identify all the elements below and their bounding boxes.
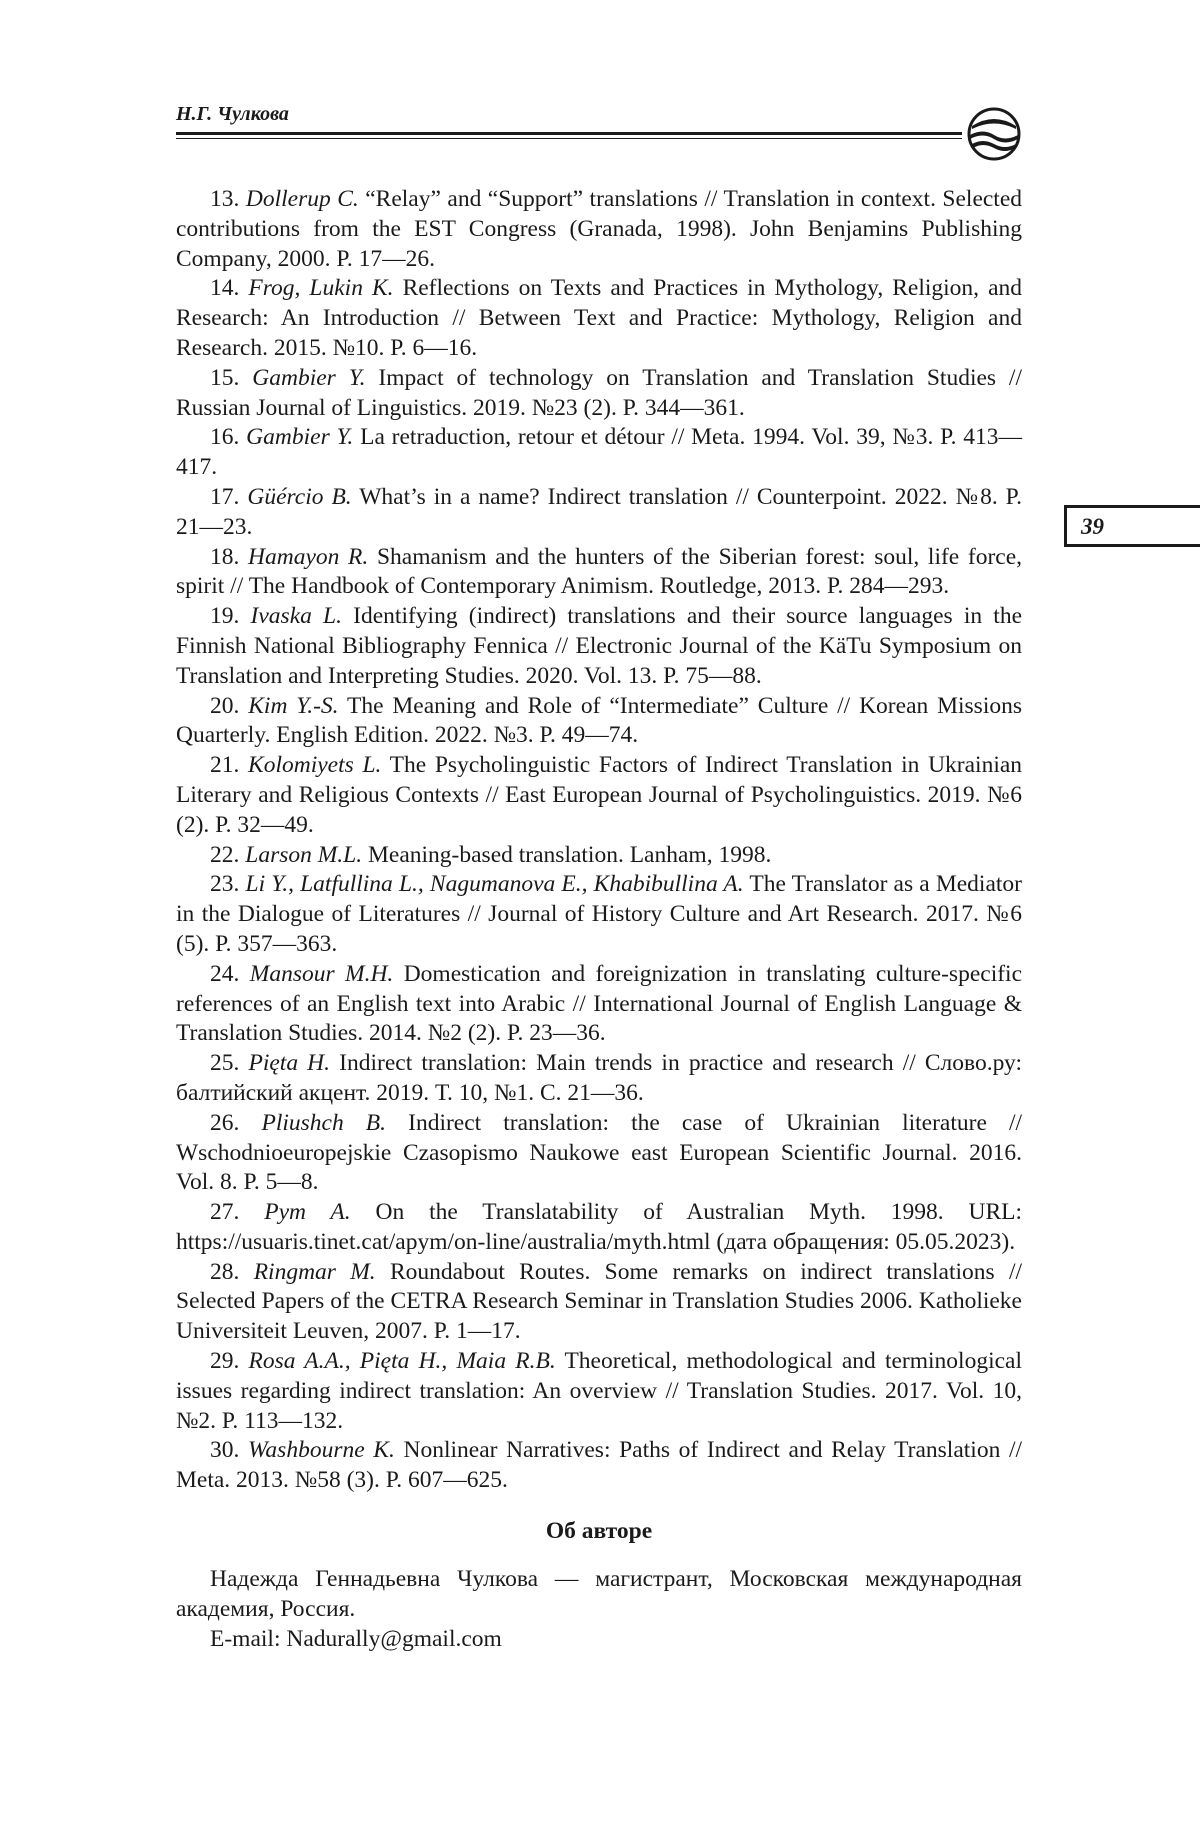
reference-text: Domestication and foreignization in translating culture-specific references of an English text into Arabic // International Journal of English Language & Translation Studies. 2014. №2 (2). P. 23—36. [176,960,1023,1047]
reference-author: Larson M.L. [245,841,363,868]
reference-text: The Translator as a Mediator in the Dialogue of Literatures // Journal of History Culture and Art Research. 2017. №6 (5). P. 357—363. [176,871,1022,957]
reference-item: 28. Ringmar M. Roundabout Routes. Some remarks on indirect translations // Selected Papers of the CETRA Research Seminar in Translation Studies 2006. Katholieke Universiteit Leuven, 2007. P. 1—17. [176,1258,1023,1345]
reference-text: Theoretical, methodological and terminological issues regarding indirect translation: An overview // Translation Studies. 2017. Vol. 10, №2. P. 113—132. [176,1348,1022,1434]
reference-text: Indirect translation: Main trends in practice and research // Слово.ру: балтийский акцент. 2019. Т. 10, №1. С. 21—36. [176,1050,1022,1106]
reference-author: Li Y., Latfullina L., Nagumanova E., Khabibullina A. [245,871,744,898]
about-author-heading: Об авторе [545,1518,653,1544]
reference-list [176,185,1022,1496]
reference-author: Gambier Y. [246,424,354,451]
reference-item: 18. Hamayon R. Shamanism and the hunters of the Siberian forest: soul, life force, spirit // The Handbook of Contemporary Animism. Routledge, 2013. P. 284—293. [176,543,1023,600]
reference-text: Shamanism and the hunters of the Siberian forest: soul, life force, spirit // The Handbook of Contemporary Animism. Routledge, 2013. P. 284—293. [176,543,1023,600]
reference-item: 19. Ivaska L. Identifying (indirect) translations and their source languages in the Finnish National Bibliography Fennica // Electronic Journal of the KäTu Symposium on Translation and Interpreting Studies. 2020. Vol. 13. P. 75—88. [176,603,1023,689]
reference-text: “Relay” and “Support” translations // Translation in context. Selected contributions from the EST Congress (Granada, 1998). John Benjamins Publishing Company, 2000. P. 17—26. [176,186,1023,272]
reference-text: Impact of technology on Translation and Translation Studies // Russian Journal of Linguistics. 2019. №23 (2). P. 344—361. [176,364,1022,421]
reference-item: 26. Pliushch B. Indirect translation: the case of Ukrainian literature // Wschodnioeuropejskie Czasopismo Naukowe east European Scientific Journal. 2016. Vol. 8. P. 5—8. [176,1109,1023,1196]
reference-text: Indirect translation: the case of Ukrainian literature // Wschodnioeuropejskie Czasopismo Naukowe east European Scientific Journal. 2016. Vol. 8. P. 5—8. [176,1109,1023,1196]
reference-item: 24. Mansour M.H. Domestication and foreignization in translating culture-specific references of an English text into Arabic // International Journal of English Language & Translation Studies. 2014. №2 (2). P. 23—36. [176,960,1023,1047]
reference-author: Kim Y.-S. [248,692,339,719]
reference-author: Gambier Y. [252,364,366,391]
reference-item: 17. Güércio B. What’s in a name? Indirect translation // Counterpoint. 2022. №8. P. 21—23. [176,483,1023,540]
reference-item: 15. Gambier Y. Impact of technology on Translation and Translation Studies // Russian Journal of Linguistics. 2019. №23 (2). P. 344—361. [176,364,1022,421]
reference-item: 27. Pym A. On the Translatability of Australian Myth. 1998. URL: https://usuaris.tinet.cat/apym/on-line/australia/myth.html (дата обращения: 05.05.2023). [176,1199,1023,1255]
reference-item: 23. Li Y., Latfullina L., Nagumanova E., Khabibullina A. The Translator as a Mediator in the Dialogue of Literatures // Journal of History Culture and Art Research. 2017. №6 (5). P. 357—363. [176,871,1022,957]
reference-text: Identifying (indirect) translations and their source languages in the Finnish National Bibliography Fennica // Electronic Journal of the KäTu Symposium on Translation and Interpreting Studies. 2020. Vol. 13. P. 75—88. [176,603,1023,689]
reference-text: The Psycholinguistic Factors of Indirect Translation in Ukrainian Literary and Religious Contexts // East European Journal of Psycholinguistics. 2019. №6 (2). P. 32—49. [176,752,1023,838]
reference-text: What’s in a name? Indirect translation // Counterpoint. 2022. №8. P. 21—23. [176,483,1023,540]
header-rule-thin [176,138,962,139]
reference-author: Frog, Lukin K. [248,275,394,302]
reference-item: 22. Larson M.L. Meaning-based translation. Lanham, 1998. [210,841,772,868]
reference-text: On the Translatability of Australian Myth. 1998. URL: https://usuaris.tinet.cat/apym/on-line/australia/myth.html (дата обращения: 05.05.2023). [176,1199,1023,1255]
reference-author: Hamayon R. [248,543,369,570]
reference-item: 29. Rosa A.A., Pięta H., Maia R.B. Theoretical, methodological and terminological issues regarding indirect translation: An overview // Translation Studies. 2017. Vol. 10, №2. P. 113—132. [176,1348,1022,1434]
reference-author: Rosa A.A., Pięta H., Maia R.B. [248,1348,556,1375]
reference-item: 16. Gambier Y. La retraduction, retour et détour // Meta. 1994. Vol. 39, №3. P. 413—417. [176,424,1023,481]
reference-text: Roundabout Routes. Some remarks on indirect translations // Selected Papers of the CETRA Research Seminar in Translation Studies 2006. Katholieke Universiteit Leuven, 2007. P. 1—17. [176,1258,1023,1345]
reference-text: The Meaning and Role of “Intermediate” Culture // Korean Missions Quarterly. English Edition. 2022. №3. P. 49—74. [176,692,1023,749]
reference-item: 13. Dollerup C. “Relay” and “Support” translations // Translation in context. Selected contributions from the EST Congress (Granada, 1998). John Benjamins Publishing Company, 2000. P. 17—26. [176,186,1023,272]
journal-waves-logo-icon [963,106,1025,162]
reference-item: 14. Frog, Lukin K. Reflections on Texts and Practices in Mythology, Religion, and Research: An Introduction // Between Text and Practice: Mythology, Religion and Research. 2015. №10. P. 6—16. [176,275,1023,361]
reference-text: Nonlinear Narratives: Paths of Indirect and Relay Translation // Meta. 2013. №58 (3). P. 607—625. [176,1437,1023,1494]
reference-item: 20. Kim Y.-S. The Meaning and Role of “Intermediate” Culture // Korean Missions Quarterly. English Edition. 2022. №3. P. 49—74. [176,692,1023,749]
reference-author: Ivaska L. [250,603,342,630]
header-rule-thick [176,132,962,135]
reference-author: Pym A. [264,1199,351,1226]
reference-text: Reflections on Texts and Practices in Mythology, Religion, and Research: An Introduction // Between Text and Practice: Mythology, Religion and Research. 2015. №10. P. 6—16. [176,275,1023,361]
reference-item: 30. Washbourne K. Nonlinear Narratives: Paths of Indirect and Relay Translation // Meta. 2013. №58 (3). P. 607—625. [176,1437,1023,1494]
reference-text: La retraduction, retour et détour // Meta. 1994. Vol. 39, №3. P. 413—417. [176,424,1023,481]
reference-author: Kolomiyets L. [248,752,382,779]
page-number-box [1064,505,1200,547]
running-header-author: Н.Г. Чулкова [176,103,289,125]
reference-author: Dollerup C. [245,186,359,212]
reference-item: 25. Pięta H. Indirect translation: Main trends in practice and research // Слово.ру: балтийский акцент. 2019. Т. 10, №1. С. 21—36. [176,1050,1022,1106]
reference-item: 21. Kolomiyets L. The Psycholinguistic Factors of Indirect Translation in Ukrainian Literary and Religious Contexts // East European Journal of Psycholinguistics. 2019. №6 (2). P. 32—49. [176,752,1023,838]
page-number: 39 [1081,514,1104,539]
reference-author: Pliushch B. [261,1109,387,1136]
reference-author: Mansour M.H. [249,960,394,987]
reference-author: Washbourne K. [248,1437,395,1464]
author-bio: Надежда Геннадьевна Чулкова — магистрант, Московская международная академия, Россия. [176,1566,1022,1622]
about-author-section [176,1565,1022,1654]
reference-text: Meaning-based translation. Lanham, 1998. [368,841,772,868]
reference-author: Ringmar M. [253,1258,376,1285]
author-email: E-mail: Nadurally@gmail.com [210,1625,502,1652]
reference-author: Pięta H. [248,1050,331,1077]
reference-author: Güércio B. [247,483,352,510]
